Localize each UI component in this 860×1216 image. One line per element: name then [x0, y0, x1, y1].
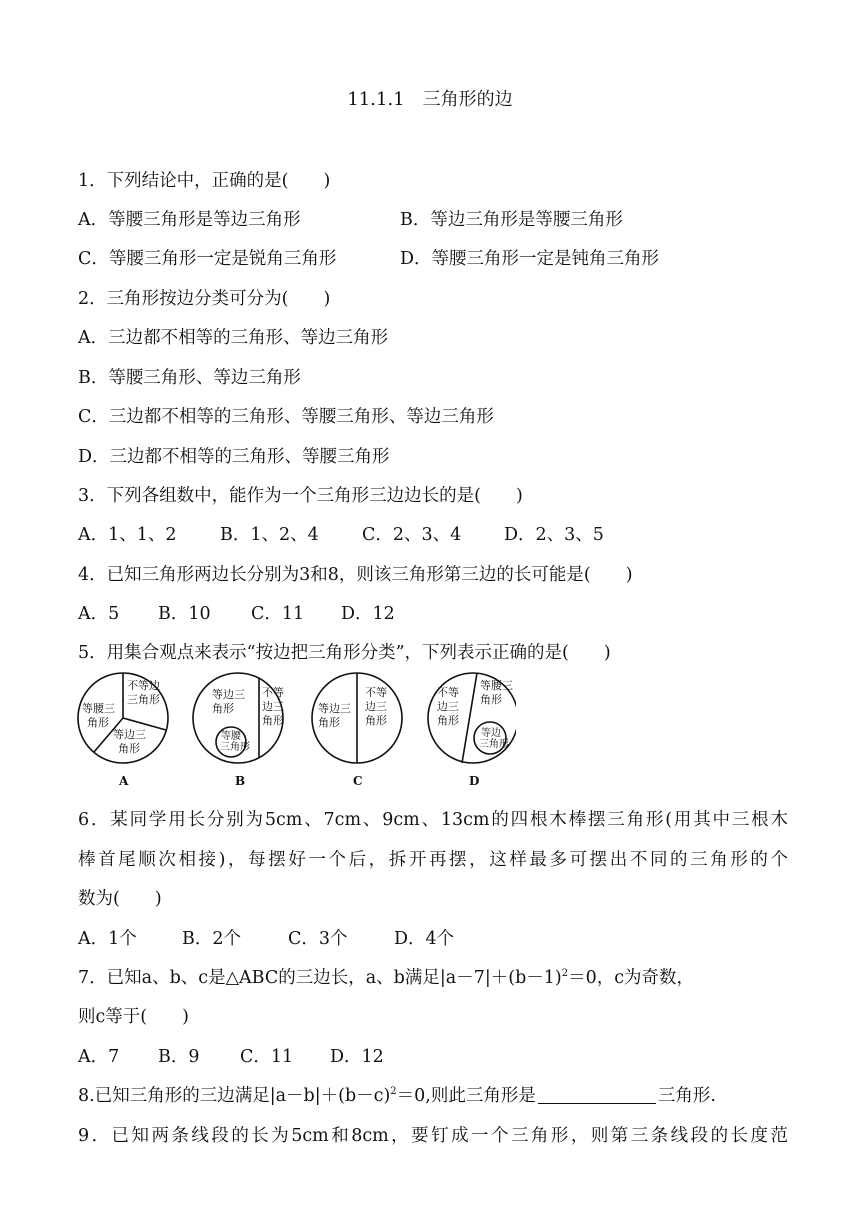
question-7-option-d: D．12 — [330, 1047, 384, 1067]
question-6-options — [78, 925, 454, 950]
svg-text:角形: 角形 — [118, 742, 140, 755]
question-2-option-c: C．三边都不相等的三角形、等腰三角形、等边三角形 — [78, 407, 494, 427]
svg-text:等腰三: 等腰三 — [82, 702, 115, 715]
question-1-option-a: A．等腰三角形是等边三角形 — [78, 210, 301, 230]
svg-text:不等: 不等 — [437, 686, 459, 699]
question-3-option-b: B．1、2、4 — [220, 525, 319, 545]
question-6-option-c: C．3个 — [288, 929, 348, 949]
answer-blank[interactable] — [538, 1086, 656, 1105]
svg-text:等边三: 等边三 — [212, 688, 245, 701]
question-7-line-1-post: ＝0，c为奇数， — [568, 968, 695, 988]
question-6-option-a: A．1个 — [78, 929, 137, 949]
question-8-pre: 8.已知三角形的三边满足|a－b|＋(b－c) — [78, 1086, 391, 1106]
question-3-option-d: D．2、3、5 — [504, 525, 604, 545]
question-7-line-1-pre: 7．已知a、b、c是△ABC的三边长，a、b满足|a－7|＋(b－1) — [78, 968, 562, 988]
diagram-label-a: A — [119, 774, 129, 788]
question-6-option-d: D．4个 — [394, 929, 455, 949]
page-title: 11.1.1 三角形的边 — [347, 89, 513, 110]
question-6-option-b: B．2个 — [182, 929, 241, 949]
question-2-option-b: B．等腰三角形、等边三角形 — [78, 368, 301, 388]
question-1-option-b: B．等边三角形是等腰三角形 — [400, 210, 623, 230]
question-1-options-row2 — [78, 245, 659, 270]
svg-text:角形: 角形 — [87, 716, 109, 729]
question-1-options-row1 — [78, 206, 623, 231]
svg-text:不等边: 不等边 — [127, 679, 160, 692]
svg-text:角形: 角形 — [480, 693, 502, 706]
question-8-post: 三角形. — [657, 1086, 716, 1106]
svg-text:等腰三: 等腰三 — [480, 679, 513, 692]
svg-text:角形: 角形 — [437, 714, 459, 727]
svg-text:等边三: 等边三 — [318, 702, 351, 715]
question-4-option-c: C．11 — [251, 604, 305, 624]
svg-text:不等: 不等 — [262, 686, 284, 699]
question-7-line-2: 则c等于( ) — [78, 1007, 189, 1027]
svg-text:三角形: 三角形 — [127, 693, 160, 706]
question-7-exponent: 2 — [561, 968, 569, 980]
question-7-option-c: C．11 — [240, 1047, 294, 1067]
question-1-stem: 1．下列结论中，正确的是( ) — [78, 171, 331, 191]
svg-text:三角形: 三角形 — [479, 739, 509, 750]
svg-text:角形: 角形 — [365, 714, 387, 727]
svg-text:角形: 角形 — [262, 714, 284, 727]
question-7-option-b: B．9 — [158, 1047, 200, 1067]
svg-text:角形: 角形 — [212, 702, 234, 715]
question-7-line-1 — [78, 964, 694, 989]
svg-text:不等: 不等 — [365, 686, 387, 699]
question-2-option-a: A．三边都不相等的三角形、等边三角形 — [78, 328, 389, 348]
question-6-line-3: 数为( ) — [78, 889, 162, 909]
question-3-option-a: A．1、1、2 — [78, 525, 177, 545]
question-4-option-b: B．10 — [158, 604, 211, 624]
svg-text:角形: 角形 — [318, 716, 340, 729]
question-3-option-c: C．2、3、4 — [362, 525, 462, 545]
question-4-option-d: D．12 — [341, 604, 395, 624]
svg-text:边三: 边三 — [262, 700, 284, 713]
question-5-stem: 5．用集合观点来表示“按边把三角形分类”，下列表示正确的是( ) — [78, 643, 611, 663]
question-1-option-d: D．等腰三角形一定是钝角三角形 — [400, 249, 660, 269]
svg-text:等边: 等边 — [481, 728, 501, 739]
svg-text:边三: 边三 — [437, 700, 459, 713]
question-9-line-1: 9．已知两条线段的长为5cm和8cm，要钉成一个三角形，则第三条线段的长度范 — [78, 1126, 788, 1146]
question-1-option-c: C．等腰三角形一定是锐角三角形 — [78, 249, 337, 269]
question-7-option-a: A．7 — [78, 1047, 120, 1067]
question-3-stem: 3．下列各组数中，能作为一个三角形三边边长的是( ) — [78, 486, 523, 506]
question-6-line-1: 6．某同学用长分别为5cm、7cm、9cm、13cm的四根木棒摆三角形(用其中三根木 — [78, 810, 788, 830]
question-8-mid: ＝0,则此三角形是 — [396, 1086, 536, 1106]
question-6-line-2: 棒首尾顺次相接)，每摆好一个后，拆开再摆，这样最多可摆出不同的三角形的个 — [78, 850, 788, 870]
question-4-stem: 4．已知三角形两边长分别为3和8，则该三角形第三边的长可能是( ) — [78, 565, 633, 585]
question-2-option-d: D．三边都不相等的三角形、等腰三角形 — [78, 447, 390, 467]
diagram-label-d: D — [469, 774, 480, 788]
question-2-stem: 2．三角形按边分类可分为( ) — [78, 289, 331, 309]
diagram-label-b: B — [235, 774, 246, 788]
svg-text:三角形: 三角形 — [220, 742, 250, 753]
set-diagram-figure — [76, 672, 516, 794]
svg-text:等边三: 等边三 — [113, 728, 146, 741]
question-7-options — [78, 1043, 384, 1068]
question-4-option-a: A．5 — [78, 604, 120, 624]
question-8-exponent: 2 — [390, 1086, 397, 1098]
question-8 — [78, 1082, 716, 1107]
svg-text:边三: 边三 — [365, 700, 387, 713]
diagram-label-c: C — [353, 774, 363, 788]
svg-text:等腰: 等腰 — [221, 731, 241, 742]
question-4-options — [78, 600, 395, 625]
question-3-options — [78, 521, 604, 546]
question-5-diagrams — [76, 672, 516, 798]
